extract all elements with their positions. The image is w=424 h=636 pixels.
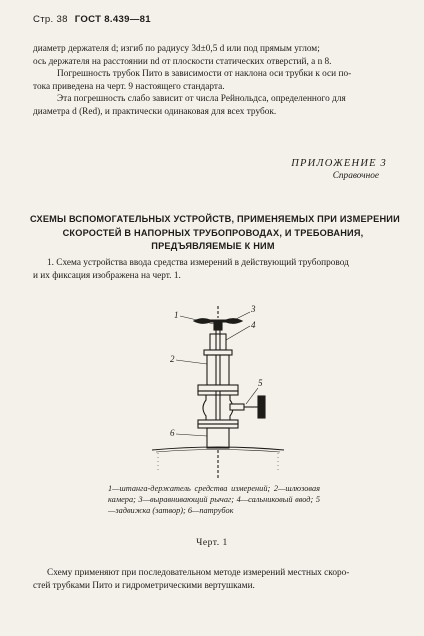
label-2: 2 [170,354,175,364]
title-line: СКОРОСТЕЙ В НАПОРНЫХ ТРУБОПРОВОДАХ, И ТРЕБОВАНИЯ, [62,227,364,238]
standard-code: ГОСТ 8.439—81 [74,14,151,25]
text-line: Погрешность трубок Пито в зависимости от наклона оси трубки к оси по- [57,69,352,80]
branch-pipe [207,428,229,448]
label-1: 1 [174,310,179,320]
text-line: диаметра d (Red), и практически одинаковая для всех трубок. [33,106,277,117]
text-line: стей трубками Пито и гидрометрическими вертушками. [33,580,255,591]
gate-valve [203,395,233,420]
figure-drawing [150,300,290,482]
text-line: ось держателя на расстоянии nd от плоскости статических отверстий, а n 8. [33,56,332,67]
text-line: 1. Схема устройства ввода средства измерений в действующий трубопровод [47,258,349,268]
figure-caption: 1—штанга-держатель средства измерений; 2—шлюзовая камера; 3—выравнивающий рычаг; 4—сальниковый ввод; 5—задвижка (затвор); 6—патрубок [108,484,320,515]
bottom-paragraph [33,567,395,592]
text-line: Схему применяют при последовательном методе измерений местных скоро- [47,568,350,578]
top-text [33,43,395,119]
label-6: 6 [170,428,175,438]
text-line: тока приведена на черт. 9 настоящего стандарта. [33,81,225,92]
label-5: 5 [258,378,263,388]
figure-label: Черт. 1 [196,537,228,548]
title-line: ПРЕДЪЯВЛЯЕМЫЕ К НИМ [151,241,275,251]
label-3: 3 [251,304,256,314]
section-title [30,213,400,254]
label-4: 4 [251,320,256,330]
text-line: и их фиксация изображена на черт. 1. [33,270,181,281]
text-line: Эта погрешность слабо зависит от числа Рейнольдса, определенного для [57,94,346,105]
appendix-title: ПРИЛОЖЕНИЕ 3 [291,158,387,169]
page-header [33,14,151,25]
appendix-subtitle: Справочное [332,171,379,181]
page-number: Стр. 38 [33,14,68,25]
gland-seal [210,334,226,350]
title-line: СХЕМЫ ВСПОМОГАТЕЛЬНЫХ УСТРОЙСТВ, ПРИМЕНЯЕМЫХ ПРИ ИЗМЕРЕНИИ [30,214,400,224]
lock-chamber [207,355,229,385]
lever-hub [214,322,222,330]
valve-handwheel [258,396,265,418]
body-paragraph [33,257,395,282]
text-line: диаметр держателя d; изгиб по радиусу 3d±0,5 d или под прямым углом; [33,44,320,54]
